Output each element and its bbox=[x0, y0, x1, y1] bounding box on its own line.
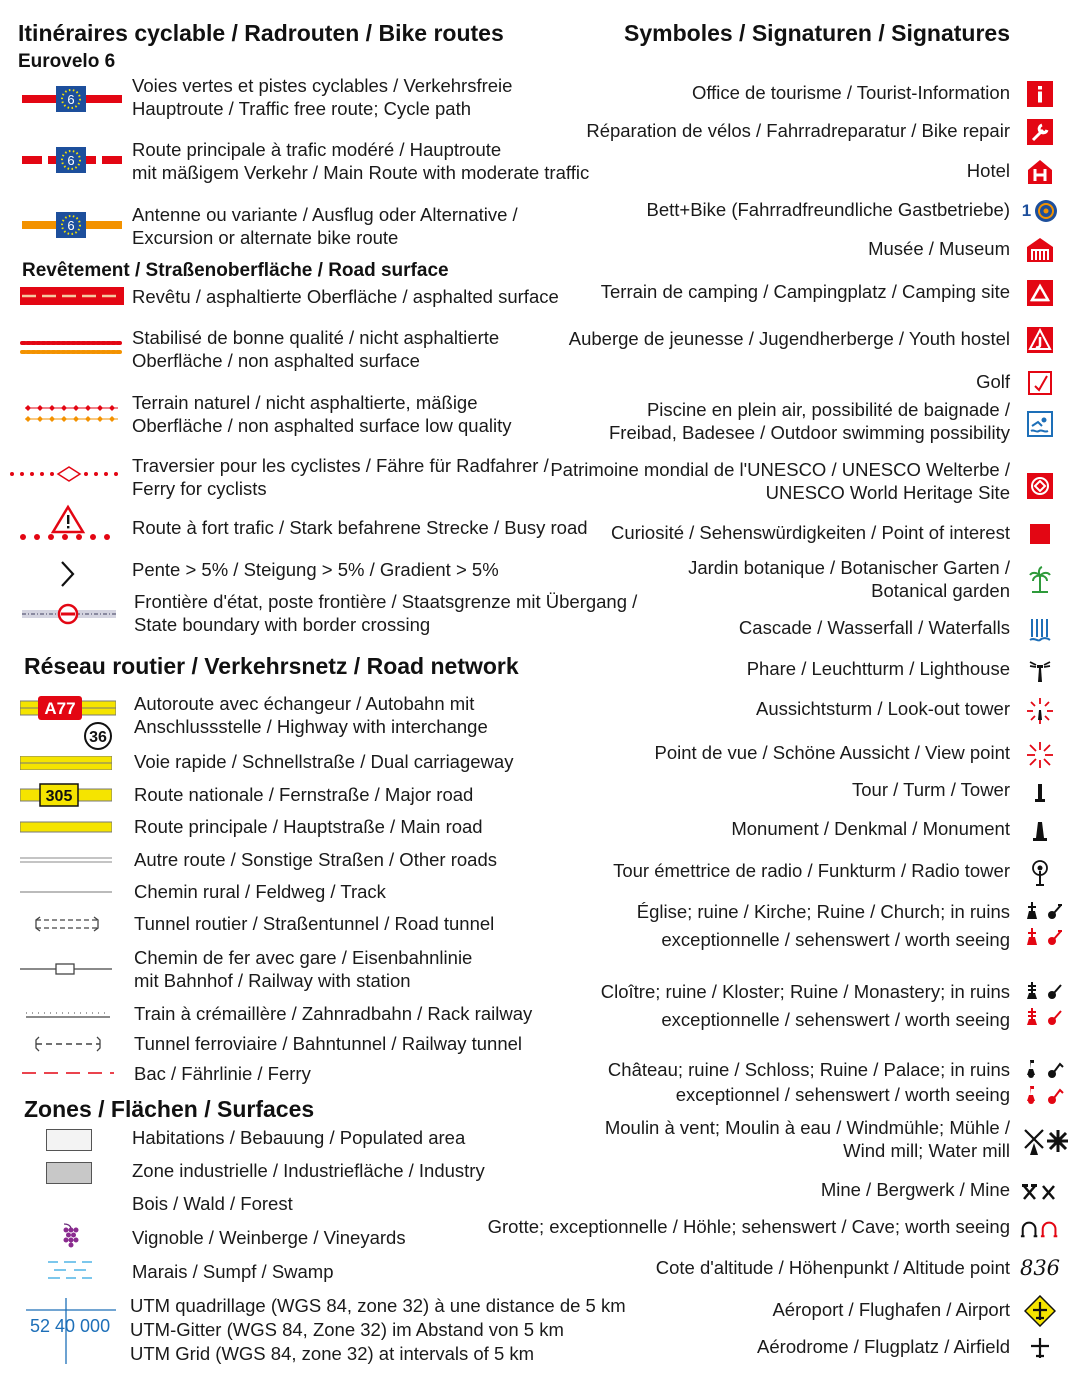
surface-label-3a: Terrain naturel / nicht asphaltierte, mäßige bbox=[132, 392, 478, 413]
sym-label-14: Phare / Leuchtturm / Lighthouse bbox=[746, 658, 1010, 679]
surface-label-4b: Ferry for cyclists bbox=[132, 478, 267, 499]
sym-row-airport bbox=[500, 1295, 1080, 1327]
sym-label-15: Aussichtsturm / Look-out tower bbox=[756, 698, 1010, 719]
surface-label-7a: Frontière d'état, poste frontière / Staatsgrenze mit Übergang / bbox=[134, 591, 638, 612]
swimming-icon bbox=[1020, 408, 1060, 440]
surface-label-4a: Traversier pour les cyclistes / Fähre für Radfahrer / bbox=[132, 455, 549, 476]
sym-row-poi bbox=[500, 518, 1080, 550]
sym-row-botanical bbox=[500, 556, 1080, 604]
zones-title: Zones / Flächen / Surfaces bbox=[24, 1096, 315, 1122]
road-label-7: Tunnel routier / Straßentunnel / Road tunnel bbox=[134, 913, 495, 934]
bett-bike-number: 1 bbox=[1021, 201, 1032, 220]
sym-label-17: Tour / Turm / Tower bbox=[852, 779, 1010, 800]
route-label-3b: Excursion or alternate bike route bbox=[132, 227, 399, 248]
hotel-icon bbox=[1020, 156, 1060, 188]
main-road-icon bbox=[20, 821, 112, 833]
sym-label-19: Tour émettrice de radio / Funkturm / Radio tower bbox=[613, 860, 1010, 881]
sym-label-20a: Église; ruine / Kirche; Ruine / Church; in ruins bbox=[636, 901, 1010, 922]
sym-label-13: Cascade / Wasserfall / Waterfalls bbox=[738, 617, 1010, 638]
sym-row-golf bbox=[500, 367, 1080, 399]
eurovelo-number: 6 bbox=[67, 92, 75, 107]
sym-label-5: Musée / Museum bbox=[868, 238, 1010, 259]
mine-icon bbox=[1020, 1176, 1060, 1208]
eurovelo-solid-red-icon bbox=[22, 84, 122, 114]
utm-grid-value: 52 40 000 bbox=[30, 1316, 111, 1336]
industry-area-icon bbox=[46, 1162, 92, 1184]
sym-row-mine bbox=[500, 1176, 1080, 1208]
road-label-6: Chemin rural / Feldweg / Track bbox=[134, 881, 386, 902]
road-label-5: Autre route / Sonstige Straßen / Other roads bbox=[134, 849, 497, 870]
monastery-icon bbox=[1020, 980, 1070, 1034]
altitude-point-icon bbox=[1016, 1252, 1064, 1284]
swamp-icon bbox=[46, 1258, 94, 1284]
sym-row-cave bbox=[487, 1213, 1080, 1245]
sym-row-camping bbox=[500, 277, 1080, 309]
vineyard-icon bbox=[58, 1221, 84, 1253]
gradient-chevron-icon bbox=[58, 560, 78, 588]
sym-row-waterfall bbox=[500, 614, 1080, 646]
road-label-1b: Anschlussstelle / Highway with interchange bbox=[134, 716, 488, 737]
sym-label-26: Cote d'altitude / Höhenpunkt / Altitude point bbox=[655, 1257, 1010, 1278]
zone-label-5: Marais / Sumpf / Swamp bbox=[132, 1261, 334, 1282]
sym-label-3: Hotel bbox=[966, 160, 1010, 181]
sym-row-swimming bbox=[500, 398, 1080, 446]
sym-label-23a: Moulin à vent; Moulin à eau / Windmühle; Mühle / bbox=[604, 1117, 1010, 1138]
surface-label-6: Pente > 5% / Steigung > 5% / Gradient > 5% bbox=[132, 559, 499, 580]
sym-row-lookout bbox=[500, 695, 1080, 727]
road-label-10: Tunnel ferroviaire / Bahntunnel / Railway tunnel bbox=[134, 1033, 523, 1054]
sym-label-25: Grotte; exceptionnelle / Höhle; sehenswert / Cave; worth seeing bbox=[487, 1216, 1010, 1237]
sym-row-palace bbox=[500, 1058, 1080, 1112]
sym-label-10b: UNESCO World Heritage Site bbox=[765, 482, 1010, 503]
dual-carriageway-icon bbox=[20, 756, 112, 770]
surface-label-5: Route à fort trafic / Stark befahrene Strecke / Busy road bbox=[132, 517, 588, 538]
highway-icon bbox=[20, 694, 116, 750]
sym-label-9b: Freibad, Badesee / Outdoor swimming possibility bbox=[608, 422, 1010, 443]
lighthouse-icon bbox=[1020, 655, 1060, 687]
sym-label-1: Office de tourisme / Tourist-Information bbox=[691, 82, 1010, 103]
sym-label-4: Bett+Bike (Fahrradfreundliche Gastbetriebe) bbox=[646, 199, 1010, 220]
road-label-8b: mit Bahnhof / Railway with station bbox=[134, 970, 411, 991]
busy-road-icon bbox=[18, 504, 118, 544]
road-tunnel-icon bbox=[32, 916, 102, 932]
sym-label-7: Auberge de jeunesse / Jugendherberge / Youth hostel bbox=[568, 328, 1010, 349]
road-label-3: Route nationale / Fernstraße / Major road bbox=[134, 784, 474, 805]
road-label-8a: Chemin de fer avec gare / Eisenbahnlinie bbox=[134, 947, 473, 968]
sym-label-2: Réparation de vélos / Fahrradreparatur / Bike repair bbox=[586, 120, 1010, 141]
route-label-2b: mit mäßigem Verkehr / Main Route with moderate traffic bbox=[132, 162, 590, 183]
sym-label-10a: Patrimoine mondial de l'UNESCO / UNESCO Welterbe / bbox=[550, 459, 1010, 480]
eurovelo-number: 6 bbox=[67, 153, 75, 168]
camping-icon bbox=[1020, 277, 1060, 309]
road-surface-title: Revêtement / Straßenoberfläche / Road surface bbox=[22, 260, 449, 281]
eurovelo-dashed-red-icon bbox=[22, 145, 122, 175]
palace-icon bbox=[1020, 1058, 1070, 1112]
road-label-2: Voie rapide / Schnellstraße / Dual carriageway bbox=[134, 751, 514, 772]
asphalt-line-icon bbox=[20, 287, 124, 305]
populated-area-icon bbox=[46, 1129, 92, 1151]
rack-railway-icon bbox=[26, 1010, 110, 1020]
major-road-icon bbox=[20, 783, 112, 807]
sym-row-youth-hostel bbox=[500, 324, 1080, 356]
dotted-line-icon bbox=[20, 338, 124, 358]
route-label-3a: Antenne ou variante / Ausflug oder Alternative / bbox=[132, 204, 518, 225]
sym-label-8: Golf bbox=[976, 371, 1010, 392]
sym-label-22a: Château; ruine / Schloss; Ruine / Palace; in ruins bbox=[607, 1059, 1010, 1080]
eurovelo-number: 6 bbox=[67, 218, 75, 233]
route-label-1b: Hauptroute / Traffic free route; Cycle path bbox=[132, 98, 471, 119]
golf-icon bbox=[1020, 367, 1060, 399]
sym-label-22b: exceptionnel / sehenswert / worth seeing bbox=[675, 1084, 1010, 1105]
eurovelo-orange-icon bbox=[22, 210, 122, 240]
sym-row-view-point bbox=[500, 739, 1080, 771]
utm-label-2: UTM-Gitter (WGS 84, Zone 32) im Abstand von 5 km bbox=[130, 1319, 564, 1340]
sym-row-radio-tower bbox=[500, 857, 1080, 889]
ferry-cyclists-icon bbox=[8, 464, 124, 484]
sym-label-27: Aéroport / Flughafen / Airport bbox=[772, 1299, 1010, 1320]
sym-label-21b: exceptionnelle / sehenswert / worth seeing bbox=[661, 1009, 1010, 1030]
museum-icon bbox=[1020, 234, 1060, 266]
sym-label-16: Point de vue / Schöne Aussicht / View point bbox=[654, 742, 1010, 763]
zone-label-1: Habitations / Bebauung / Populated area bbox=[132, 1127, 466, 1148]
border-crossing-icon bbox=[22, 602, 116, 626]
sym-label-12b: Botanical garden bbox=[871, 580, 1010, 601]
track-icon bbox=[20, 890, 112, 894]
altitude-value: 836 bbox=[1019, 1256, 1061, 1280]
utm-label-1: UTM quadrillage (WGS 84, zone 32) à une distance de 5 km bbox=[130, 1295, 626, 1316]
sym-row-airfield bbox=[500, 1332, 1080, 1364]
surface-label-2a: Stabilisé de bonne qualité / nicht asphaltierte bbox=[132, 327, 500, 348]
monument-icon bbox=[1020, 815, 1060, 847]
eurovelo-title: Eurovelo 6 bbox=[18, 51, 116, 72]
waterfall-icon bbox=[1020, 614, 1060, 646]
sym-row-bett-bike bbox=[500, 195, 1080, 227]
unesco-icon bbox=[1020, 470, 1060, 502]
railway-tunnel-icon bbox=[32, 1034, 104, 1054]
sym-row-monastery bbox=[500, 980, 1080, 1034]
radio-tower-icon bbox=[1020, 857, 1060, 889]
youth-hostel-icon bbox=[1020, 324, 1060, 356]
interchange-label: 36 bbox=[89, 729, 107, 746]
forest-area-icon bbox=[46, 1195, 92, 1217]
view-point-icon bbox=[1020, 739, 1060, 771]
bike-repair-icon bbox=[1020, 116, 1060, 148]
cave-icon bbox=[1020, 1213, 1060, 1245]
sym-label-28: Aérodrome / Flugplatz / Airfield bbox=[757, 1336, 1010, 1357]
ferry-icon bbox=[22, 1071, 114, 1075]
road-label-1a: Autoroute avec échangeur / Autobahn mit bbox=[134, 693, 475, 714]
zone-label-4: Vignoble / Weinberge / Vineyards bbox=[132, 1227, 406, 1248]
lookout-tower-icon bbox=[1020, 695, 1060, 727]
sym-label-12a: Jardin botanique / Botanischer Garten / bbox=[688, 557, 1010, 578]
sym-row-bike-repair bbox=[500, 116, 1080, 148]
route-label-2a: Route principale à trafic modéré / Hauptroute bbox=[132, 139, 502, 160]
surface-label-3b: Oberfläche / non asphalted surface low quality bbox=[132, 415, 512, 436]
sym-row-altitude bbox=[500, 1252, 1080, 1284]
sym-label-23b: Wind mill; Water mill bbox=[843, 1140, 1010, 1161]
sym-row-monument bbox=[500, 815, 1080, 847]
sym-row-church bbox=[500, 900, 1080, 954]
surface-label-1: Revêtu / asphaltierte Oberfläche / asphalted surface bbox=[132, 286, 559, 307]
sym-row-tourist-info bbox=[500, 78, 1080, 110]
other-road-icon bbox=[20, 856, 112, 864]
church-icon bbox=[1020, 900, 1070, 954]
airport-icon bbox=[1020, 1295, 1060, 1327]
sym-label-11: Curiosité / Sehenswürdigkeiten / Point of interest bbox=[611, 522, 1010, 543]
sym-label-21a: Cloître; ruine / Kloster; Ruine / Monastery; in ruins bbox=[600, 981, 1010, 1002]
zone-label-3: Bois / Wald / Forest bbox=[132, 1193, 293, 1214]
sym-label-18: Monument / Denkmal / Monument bbox=[731, 818, 1010, 839]
tourist-info-icon bbox=[1020, 78, 1060, 110]
road-label-11: Bac / Fährlinie / Ferry bbox=[134, 1063, 311, 1084]
bike-routes-title: Itinéraires cyclable / Radrouten / Bike routes bbox=[18, 20, 504, 46]
road-label-9: Train à crémaillère / Zahnradbahn / Rack railway bbox=[134, 1003, 533, 1024]
airfield-icon bbox=[1020, 1332, 1060, 1364]
sym-row-lighthouse bbox=[500, 655, 1080, 687]
sym-row-unesco bbox=[500, 458, 1080, 506]
road-network-title: Réseau routier / Verkehrsnetz / Road network bbox=[24, 653, 519, 679]
surface-label-2b: Oberfläche / non asphalted surface bbox=[132, 350, 420, 371]
sym-row-windmill bbox=[500, 1116, 1080, 1164]
sym-label-9a: Piscine en plein air, possibilité de baignade / bbox=[646, 399, 1010, 420]
highway-shield-label: A77 bbox=[44, 699, 76, 718]
tower-icon bbox=[1020, 776, 1060, 808]
bett-bike-icon bbox=[1020, 195, 1060, 227]
utm-label-3: UTM Grid (WGS 84, zone 32) at intervals of 5 km bbox=[130, 1343, 535, 1364]
route-label-1a: Voies vertes et pistes cyclables / Verkehrsfreie bbox=[132, 75, 513, 96]
sym-label-24: Mine / Bergwerk / Mine bbox=[820, 1179, 1010, 1200]
sym-row-tower bbox=[500, 776, 1080, 808]
windmill-icon bbox=[1020, 1126, 1070, 1158]
sym-label-20b: exceptionnelle / sehenswert / worth seeing bbox=[661, 929, 1010, 950]
sym-label-6: Terrain de camping / Campingplatz / Camping site bbox=[600, 281, 1010, 302]
botanical-garden-icon bbox=[1020, 564, 1060, 596]
road-label-4: Route principale / Hauptstraße / Main road bbox=[134, 816, 483, 837]
signatures-title: Symboles / Signaturen / Signatures bbox=[624, 20, 1010, 46]
point-of-interest-icon bbox=[1020, 518, 1060, 550]
surface-label-7b: State boundary with border crossing bbox=[134, 614, 431, 635]
major-road-shield-label: 305 bbox=[45, 788, 73, 805]
diamond-line-icon bbox=[22, 403, 122, 425]
railway-icon bbox=[20, 962, 112, 976]
sym-row-museum bbox=[500, 234, 1080, 266]
sym-row-hotel bbox=[500, 156, 1080, 188]
zone-label-2: Zone industrielle / Industriefläche / Industry bbox=[132, 1160, 485, 1181]
